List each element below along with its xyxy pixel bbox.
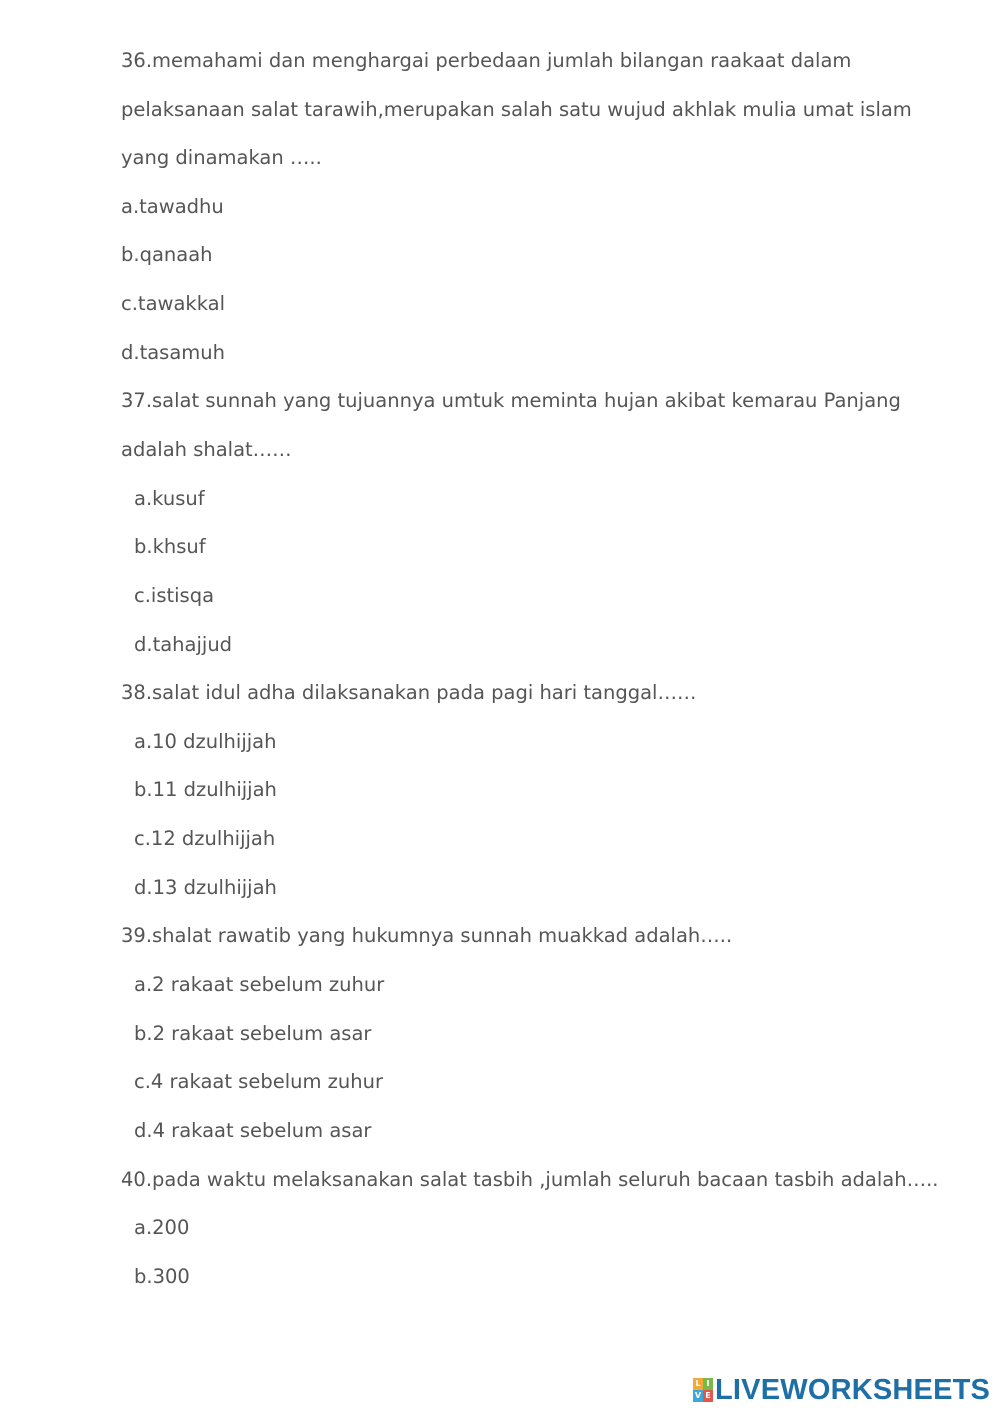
question-36-line-2: pelaksanaan salat tarawih,merupakan salah satu wujud akhlak mulia umat islam (121, 98, 912, 121)
question-38-option-b: b.11 dzulhijjah (134, 778, 277, 801)
question-37-option-d: d.tahajjud (134, 633, 233, 656)
question-37-line-1: 37.salat sunnah yang tujuannya umtuk meminta hujan akibat kemarau Panjang (121, 389, 901, 412)
question-36-line-3: yang dinamakan ….. (121, 146, 322, 169)
question-40-option-b: b.300 (134, 1265, 190, 1288)
liveworksheets-logo-icon: L I V E (693, 1378, 713, 1402)
question-36-line-1: 36.memahami dan menghargai perbedaan jumlah bilangan raakaat dalam (121, 49, 852, 72)
question-39-option-a: a.2 rakaat sebelum zuhur (134, 973, 385, 996)
question-38-option-a: a.10 dzulhijjah (134, 730, 277, 753)
question-38-option-c: c.12 dzulhijjah (134, 827, 276, 850)
question-40-option-a: a.200 (134, 1216, 190, 1239)
liveworksheets-wordmark: LIVEWORKSHEETS (715, 1374, 991, 1406)
question-37-option-b: b.khsuf (134, 535, 206, 558)
question-36-option-b: b.qanaah (121, 243, 213, 266)
question-39-option-d: d.4 rakaat sebelum asar (134, 1119, 372, 1142)
question-39-line-1: 39.shalat rawatib yang hukumnya sunnah muakkad adalah….. (121, 924, 733, 947)
question-37-option-c: c.istisqa (134, 584, 215, 607)
question-37-option-a: a.kusuf (134, 487, 205, 510)
question-36-option-a: a.tawadhu (121, 195, 224, 218)
question-36-option-d: d.tasamuh (121, 341, 225, 364)
question-38-option-d: d.13 dzulhijjah (134, 876, 277, 899)
question-39-option-c: c.4 rakaat sebelum zuhur (134, 1070, 384, 1093)
liveworksheets-logo (693, 1374, 990, 1406)
question-40-line-1: 40.pada waktu melaksanakan salat tasbih ,jumlah seluruh bacaan tasbih adalah….. (121, 1168, 939, 1191)
question-37-line-2: adalah shalat…… (121, 438, 292, 461)
question-39-option-b: b.2 rakaat sebelum asar (134, 1022, 372, 1045)
question-38-line-1: 38.salat idul adha dilaksanakan pada pagi hari tanggal…… (121, 681, 697, 704)
question-36-option-c: c.tawakkal (121, 292, 226, 315)
